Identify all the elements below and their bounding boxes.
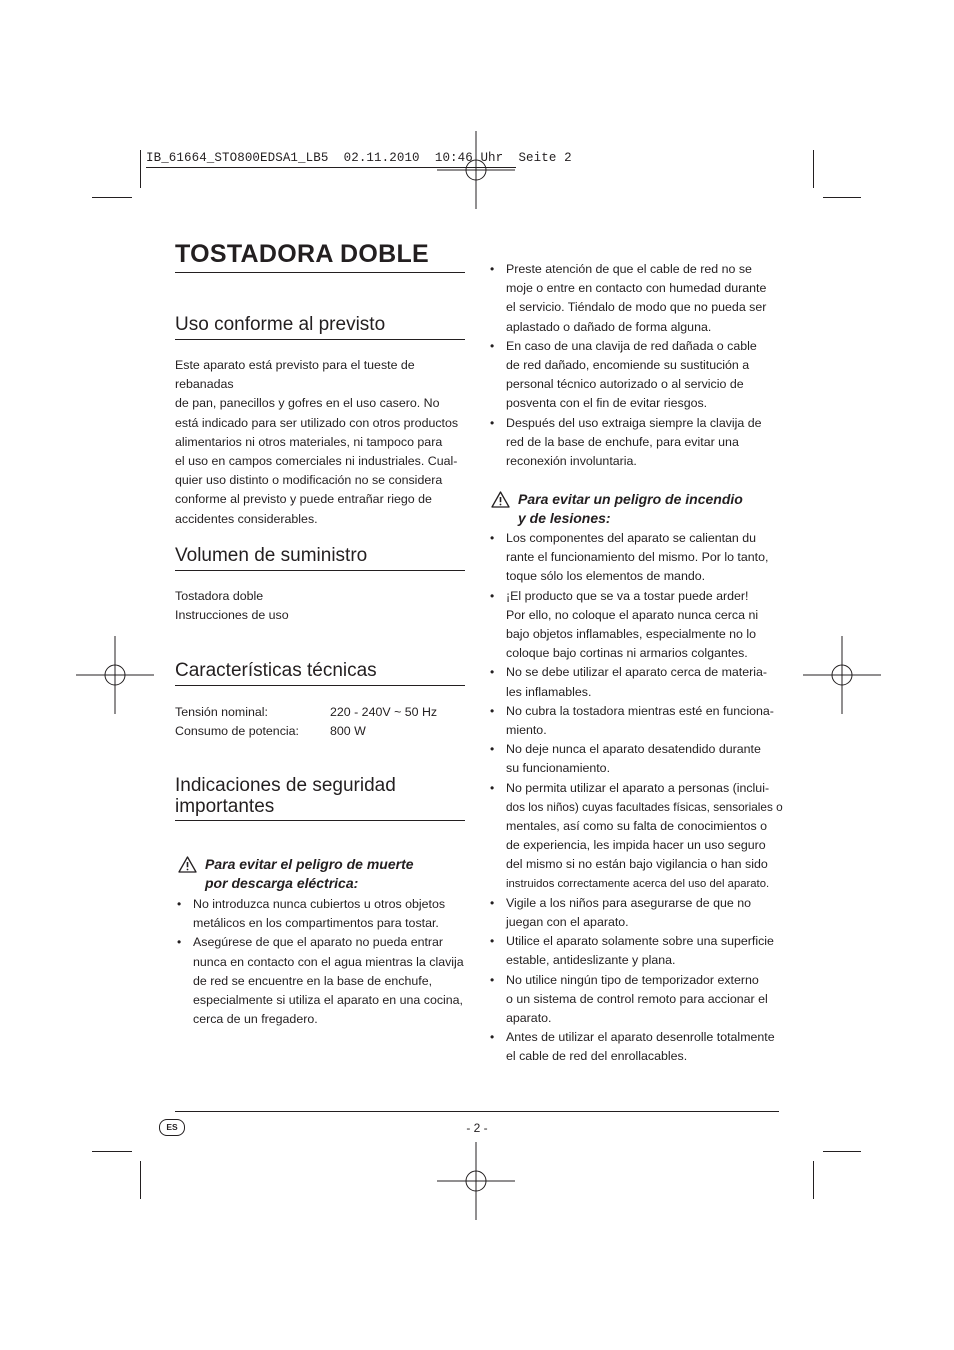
text-line: • No deje nunca el aparato desatendido durante — [506, 742, 761, 757]
text-line: Por ello, no coloque el aparato nunca cerca ni — [506, 607, 759, 622]
supply-item: Tostadora doble — [175, 589, 264, 603]
text-line: coloque bajo cortinas ni armarios colgantes. — [506, 646, 748, 661]
language-badge: ES — [159, 1119, 185, 1136]
text-line: • No se debe utilizar el aparato cerca de materia- — [506, 665, 768, 680]
page-title: TOSTADORA DOBLE — [175, 240, 430, 268]
text-line: de red se encuentre en la base de enchufe, — [193, 973, 433, 988]
section-rule — [175, 339, 465, 340]
text-line: reconexión involuntaria. — [506, 454, 637, 469]
specs-table — [175, 703, 437, 741]
warning-title-line: y de lesiones: — [518, 510, 611, 526]
spec-value: 220 - 240V ~ 50 Hz — [330, 705, 438, 719]
text-line: • En caso de una clavija de red dañada o cable — [506, 338, 757, 353]
fire-warning-list — [489, 529, 789, 1067]
crop-mark — [92, 1151, 132, 1152]
shock-warning-list — [176, 895, 471, 1029]
registration-mark-icon — [803, 636, 881, 714]
registration-mark-icon — [437, 1142, 515, 1220]
text-line: aparato. — [506, 1011, 552, 1026]
list-item — [489, 587, 789, 664]
crop-mark — [140, 1161, 141, 1199]
text-line: miento. — [506, 723, 547, 738]
list-item — [489, 663, 789, 701]
shock-warning-title — [205, 855, 414, 893]
list-item — [489, 337, 784, 414]
text-line: quier uso distinto o modificación no se considera — [175, 473, 443, 488]
text-line: • Vigile a los niños para asegurarse de que no — [506, 895, 751, 910]
list-item — [489, 932, 789, 970]
text-line: cerca de un fregadero. — [193, 1012, 318, 1027]
text-line: • Asegúrese de que el aparato no pueda entrar — [193, 935, 444, 950]
text-line: nunca en contacto con el agua mientras la clavija — [193, 954, 464, 969]
registration-mark-icon — [76, 636, 154, 714]
text-line: moje o entre en contacto con humedad durante — [506, 281, 767, 296]
text-line: • No utilice ningún tipo de temporizador externo — [506, 972, 759, 987]
title-rule — [175, 272, 465, 273]
text-line: su funcionamiento. — [506, 761, 611, 776]
crop-mark — [140, 150, 141, 188]
text-line: mentales, así como su falta de conocimientos o — [506, 819, 768, 834]
section-rule — [175, 570, 465, 571]
text-line: red de la base de enchufe, para evitar una — [506, 434, 739, 449]
text-line: Este aparato está previsto para el tueste de rebanadas — [175, 358, 415, 392]
text-line: posventa con el fin de evitar riesgos. — [506, 396, 708, 411]
intended-use-heading: Uso conforme al previsto — [175, 314, 386, 335]
crop-mark — [92, 197, 132, 198]
safety-heading-line: importantes — [175, 796, 275, 817]
text-line: del mismo si no están bajo vigilancia o han sido — [506, 857, 768, 872]
text-line: metálicos en los compartimentos para tostar. — [193, 916, 439, 931]
text-line: está indicado para ser utilizado con otros productos — [175, 415, 459, 430]
crop-mark — [823, 1151, 861, 1152]
list-item — [176, 933, 471, 1029]
list-item — [489, 779, 789, 894]
warning-title-line: por descarga eléctrica: — [205, 875, 359, 891]
specs-heading: Características técnicas — [175, 660, 377, 681]
text-line: o un sistema de control remoto para accionar el — [506, 991, 768, 1006]
supply-list — [175, 587, 289, 625]
page-number: - 2 - — [466, 1121, 488, 1135]
safety-heading-line: Indicaciones de seguridad — [175, 775, 396, 796]
text-line: de pan, panecillos y gofres en el uso casero. No — [175, 396, 440, 411]
spec-row — [175, 722, 437, 741]
text-line: • Después del uso extraiga siempre la clavija de — [506, 415, 762, 430]
text-line: conforme al previsto y puede entrañar riego de — [175, 492, 432, 507]
text-line: • No cubra la tostadora mientras esté en funciona- — [506, 703, 774, 718]
footer-rule — [175, 1111, 779, 1112]
list-item — [489, 894, 789, 932]
warning-triangle-icon — [491, 491, 510, 508]
list-item — [489, 1028, 789, 1066]
crop-mark — [813, 1161, 814, 1199]
list-item — [489, 971, 789, 1029]
cable-safety-list — [489, 260, 784, 471]
supply-item: Instrucciones de uso — [175, 608, 289, 623]
crop-mark — [823, 197, 861, 198]
list-item — [489, 414, 784, 472]
warning-title-line: Para evitar el peligro de muerte — [205, 856, 414, 872]
list-item — [489, 702, 789, 740]
text-line: • No introduzca nunca cubiertos u otros objetos — [193, 897, 446, 911]
spec-label: Consumo de potencia: — [175, 724, 299, 738]
list-item — [489, 260, 784, 337]
text-line: • Preste atención de que el cable de red no se — [506, 262, 752, 276]
text-line: • No permita utilizar el aparato a personas (inclui- — [506, 780, 770, 795]
print-slug: IB_61664_STO800EDSA1_LB5 02.11.2010 10:46 Uhr Seite 2 — [146, 151, 572, 165]
spec-label: Tensión nominal: — [175, 705, 268, 719]
text-line: alimentarios ni otros materiales, ni tampoco para — [175, 434, 443, 449]
text-line: personal técnico autorizado o al servicio de — [506, 377, 744, 392]
text-line: dos los niños) cuyas facultades físicas, sensoriales o — [506, 799, 783, 814]
text-line: instruidos correctamente acerca del uso del aparato. — [506, 877, 770, 890]
text-line: toque sólo los elementos de mando. — [506, 569, 706, 584]
text-line: bajo objetos inflamables, especialmente no lo — [506, 627, 757, 642]
text-line: • Utilice el aparato solamente sobre una superficie — [506, 934, 774, 949]
text-line: el uso en campos comerciales ni industriales. Cual- — [175, 454, 458, 469]
crop-mark — [813, 150, 814, 188]
list-item — [176, 895, 471, 933]
text-line: rante el funcionamiento del mismo. Por lo tanto, — [506, 550, 769, 565]
text-line: de experiencia, les impida hacer un uso seguro — [506, 838, 766, 853]
safety-heading — [175, 775, 396, 817]
fire-warning-title — [518, 490, 743, 528]
warning-title-line: Para evitar un peligro de incendio — [518, 491, 743, 507]
text-line: estable, antideslizante y plana. — [506, 953, 676, 968]
registration-mark-icon — [437, 131, 515, 209]
list-item — [489, 740, 789, 778]
text-line: juegan con el aparato. — [506, 915, 629, 930]
text-line: de red dañado, encomiende su sustitución a — [506, 358, 750, 373]
text-line: especialmente si utiliza el aparato en una cocina, — [193, 993, 464, 1008]
list-item — [489, 529, 789, 587]
text-line: aplastado o dañado de forma alguna. — [506, 319, 712, 334]
section-rule — [175, 685, 465, 686]
text-line: el servicio. Tiéndalo de modo que no pueda ser — [506, 300, 767, 315]
text-line: • ¡El producto que se va a tostar puede arder! — [506, 588, 749, 603]
supply-heading: Volumen de suministro — [175, 545, 368, 566]
intended-use-text — [175, 356, 470, 529]
text-line: accidentes considerables. — [175, 511, 318, 526]
text-line: • Antes de utilizar el aparato desenrolle totalmente — [506, 1030, 775, 1045]
spec-value: 800 W — [330, 724, 366, 738]
text-line: les inflamables. — [506, 684, 592, 699]
text-line: el cable de red del enrollacables. — [506, 1049, 688, 1064]
warning-triangle-icon — [178, 856, 197, 873]
text-line: • Los componentes del aparato se calientan du — [506, 531, 757, 545]
spec-row — [175, 703, 437, 722]
section-rule — [175, 820, 465, 821]
